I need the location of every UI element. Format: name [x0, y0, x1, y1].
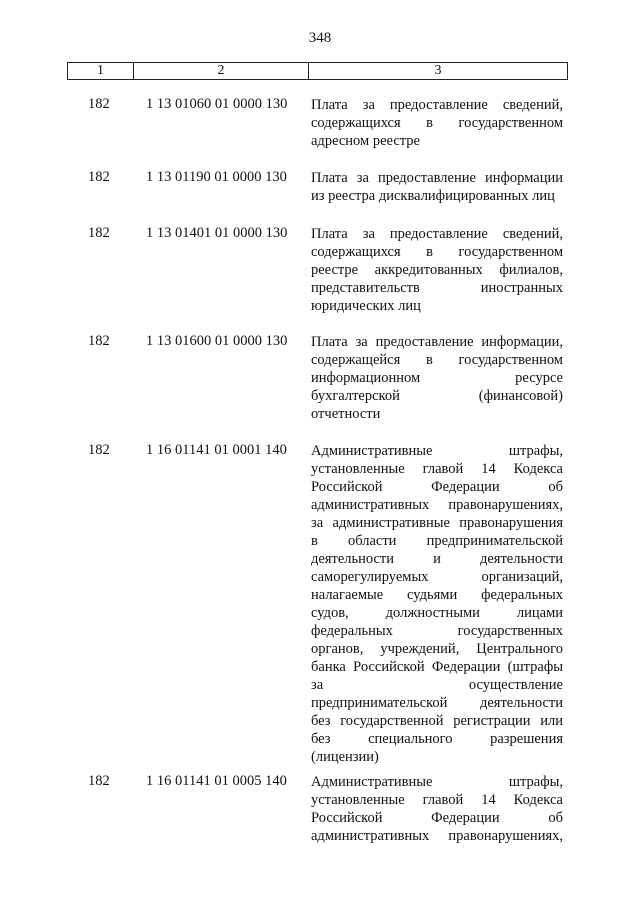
description-line: содержащихся в государственном — [311, 244, 563, 260]
admin-code: 182 — [88, 169, 110, 185]
description-line: представительств иностранных — [311, 280, 563, 296]
description-line: бухгалтерской (финансовой) — [311, 388, 563, 404]
description-line: содержащихся в государственном — [311, 115, 563, 131]
description-line: информационном ресурсе — [311, 370, 563, 386]
admin-code: 182 — [88, 333, 110, 349]
income-description — [311, 442, 563, 766]
description-line: саморегулируемых организаций, — [311, 569, 563, 585]
description-line: за административные правонарушения — [311, 515, 563, 531]
budget-code: 1 13 01600 01 0000 130 — [146, 333, 288, 349]
description-line: Административные штрафы, — [311, 774, 563, 790]
income-description — [311, 225, 563, 315]
description-line: без государственной регистрации или — [311, 713, 563, 729]
description-line: Плата за предоставление сведений, — [311, 97, 563, 113]
budget-code: 1 13 01401 01 0000 130 — [146, 225, 288, 241]
description-line: установленные главой 14 Кодекса — [311, 461, 563, 477]
description-line: Российской Федерации об — [311, 479, 563, 495]
page-number: 348 — [308, 30, 332, 46]
budget-code: 1 13 01060 01 0000 130 — [146, 96, 288, 112]
description-line: реестре аккредитованных филиалов, — [311, 262, 563, 278]
description-line: федеральных государственных — [311, 623, 563, 639]
description-line: административных правонарушениях, — [311, 828, 563, 844]
description-line: установленные главой 14 Кодекса — [311, 792, 563, 808]
budget-code: 1 13 01190 01 0000 130 — [146, 169, 287, 185]
admin-code: 182 — [88, 225, 110, 241]
description-line: административных правонарушениях, — [311, 497, 563, 513]
header-col-1: 1 — [68, 63, 134, 79]
budget-code: 1 16 01141 01 0001 140 — [146, 442, 287, 458]
description-line: без специального разрешения — [311, 731, 563, 747]
income-description — [311, 333, 563, 423]
description-line: Плата за предоставление сведений, — [311, 226, 563, 242]
description-line: предпринимательской деятельности — [311, 695, 563, 711]
description-line: адресном реестре — [311, 133, 420, 149]
description-line: содержащейся в государственном — [311, 352, 563, 368]
header-col-3: 3 — [434, 63, 442, 78]
description-line: Плата за предоставление информации — [311, 170, 563, 186]
description-line: отчетности — [311, 406, 381, 422]
description-line: (лицензии) — [311, 749, 379, 765]
description-line: налагаемые судьями федеральных — [311, 587, 563, 603]
description-line: банка Российской Федерации (штрафы — [311, 659, 563, 675]
description-line: Плата за предоставление информации, — [311, 334, 563, 350]
admin-code: 182 — [88, 96, 110, 112]
header-col-2: 2 — [134, 63, 309, 79]
income-description — [311, 96, 563, 150]
admin-code: 182 — [88, 442, 110, 458]
description-line: за осуществление — [311, 677, 563, 693]
budget-code: 1 16 01141 01 0005 140 — [146, 773, 287, 789]
description-line: судов, должностными лицами — [311, 605, 563, 621]
description-line: Административные штрафы, — [311, 443, 563, 459]
table-header — [67, 62, 568, 80]
description-line: органов, учреждений, Центрального — [311, 641, 563, 657]
description-line: деятельности и деятельности — [311, 551, 563, 567]
income-description — [311, 773, 563, 845]
description-line: из реестра дисквалифицированных лиц — [311, 188, 555, 204]
description-line: Российской Федерации об — [311, 810, 563, 826]
description-line: в области предпринимательской — [311, 533, 563, 549]
income-description — [311, 169, 563, 205]
description-line: юридических лиц — [311, 298, 421, 314]
admin-code: 182 — [88, 773, 110, 789]
